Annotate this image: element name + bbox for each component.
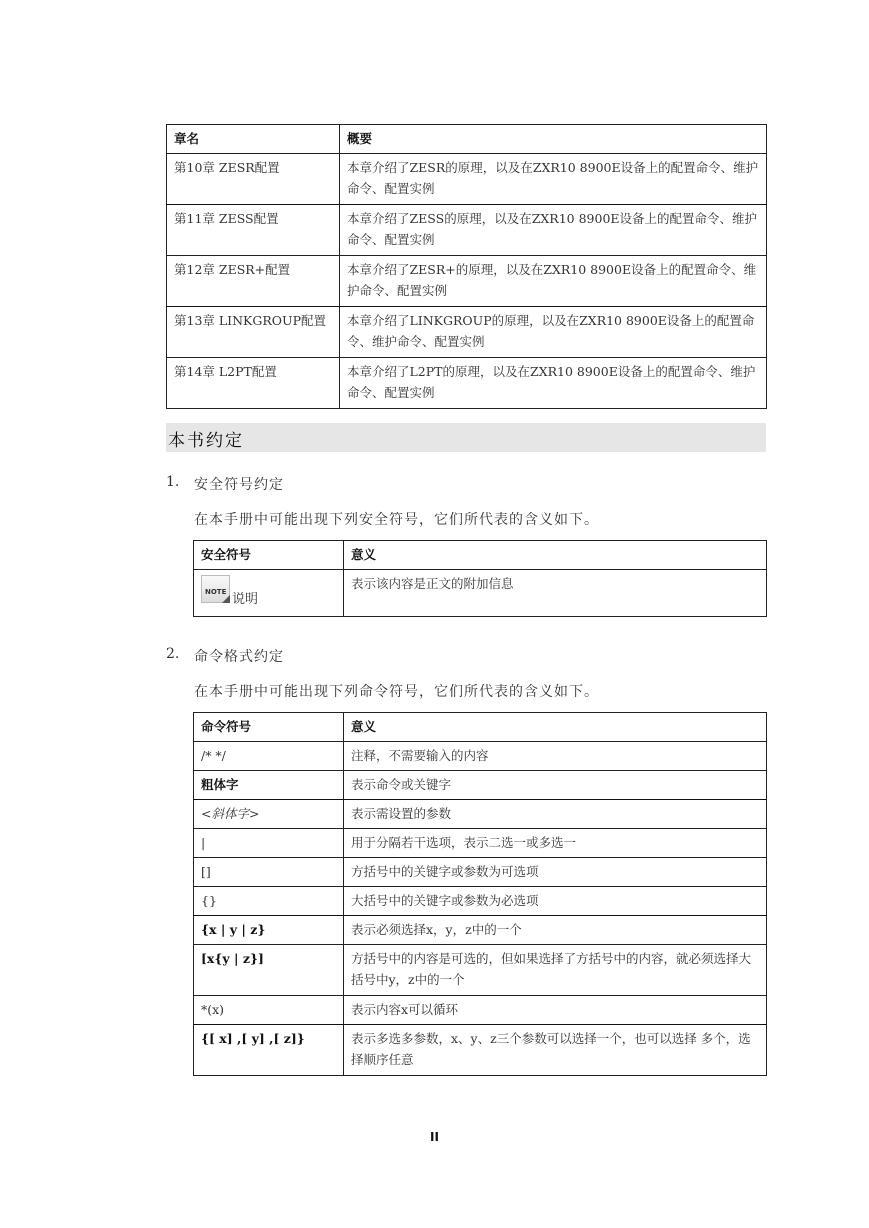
command-meaning: 注释，不需要输入的内容 [344, 742, 767, 771]
chapter-summary: 本章介绍了L2PT的原理，以及在ZXR10 8900E设备上的配置命令、维护命令、配置实例 [340, 358, 767, 409]
table-row [194, 996, 767, 1025]
safety-heading: 安全符号约定 [194, 477, 284, 493]
section-heading-bar [166, 423, 766, 452]
table-row [194, 916, 767, 945]
chapter-summary: 本章介绍了LINKGROUP的原理，以及在ZXR10 8900E设备上的配置命令、维护命令、配置实例 [340, 307, 767, 358]
command-meaning: 用于分隔若干选项，表示二选一或多选一 [344, 829, 767, 858]
note-icon [201, 575, 230, 603]
table-header-row [194, 541, 767, 570]
chapter-name: 第11章 ZESS配置 [167, 205, 340, 256]
table-row [194, 858, 767, 887]
command-meaning: 方括号中的内容是可选的，但如果选择了方括号中的内容，就必须选择大括号中y，z中的一个 [344, 945, 767, 996]
note-icon-text: NOTE [205, 588, 227, 596]
table-row [167, 307, 767, 358]
chapter-table [166, 124, 767, 409]
item-number: 2. [166, 646, 180, 662]
chapter-name: 第10章 ZESR配置 [167, 154, 340, 205]
chapter-summary: 本章介绍了ZESS的原理，以及在ZXR10 8900E设备上的配置命令、维护命令、配置实例 [340, 205, 767, 256]
table-row [167, 256, 767, 307]
table-row [167, 205, 767, 256]
safety-symbol-table [193, 540, 767, 617]
table-row [167, 358, 767, 409]
safety-symbol-cell [194, 570, 344, 617]
page-number: II [430, 1130, 439, 1144]
table-row [194, 742, 767, 771]
command-symbol: {[ x] ,[ y] ,[ z]} [194, 1025, 344, 1076]
command-symbol: 粗体字 [194, 771, 344, 800]
header-meaning: 意义 [344, 541, 767, 570]
header-command-symbol: 命令符号 [194, 713, 344, 742]
command-meaning: 表示多选多参数，x、y、z三个参数可以选择一个，也可以选择 多个，选择顺序任意 [344, 1025, 767, 1076]
command-meaning: 表示必须选择x，y，z中的一个 [344, 916, 767, 945]
header-summary: 概要 [340, 125, 767, 154]
section-title: 本书约定 [168, 431, 244, 451]
safety-intro: 在本手册中可能出现下列安全符号，它们所代表的含义如下。 [194, 512, 599, 528]
command-symbol: <斜体字> [194, 800, 344, 829]
safety-meaning: 表示该内容是正文的附加信息 [344, 570, 767, 617]
chapter-name: 第13章 LINKGROUP配置 [167, 307, 340, 358]
command-symbol: /* */ [194, 742, 344, 771]
table-row [194, 800, 767, 829]
command-symbol: {x | y | z} [194, 916, 344, 945]
table-header-row [167, 125, 767, 154]
note-icon-fold [222, 595, 230, 603]
chapter-name: 第12章 ZESR+配置 [167, 256, 340, 307]
table-row [194, 771, 767, 800]
command-symbol: [] [194, 858, 344, 887]
table-row [194, 1025, 767, 1076]
command-symbol: {} [194, 887, 344, 916]
command-meaning: 表示内容x可以循环 [344, 996, 767, 1025]
chapter-name: 第14章 L2PT配置 [167, 358, 340, 409]
table-row [194, 945, 767, 996]
command-symbol: [x{y | z}] [194, 945, 344, 996]
header-safety-symbol: 安全符号 [194, 541, 344, 570]
header-chapter-name: 章名 [167, 125, 340, 154]
command-symbol: | [194, 829, 344, 858]
table-row [194, 829, 767, 858]
table-row [194, 570, 767, 617]
chapter-summary: 本章介绍了ZESR+的原理，以及在ZXR10 8900E设备上的配置命令、维护命令、配置实例 [340, 256, 767, 307]
command-meaning: 方括号中的关键字或参数为可选项 [344, 858, 767, 887]
item-number: 1. [166, 474, 180, 490]
table-header-row [194, 713, 767, 742]
command-meaning: 大括号中的关键字或参数为必选项 [344, 887, 767, 916]
table-row [194, 887, 767, 916]
command-meaning: 表示需设置的参数 [344, 800, 767, 829]
chapter-summary: 本章介绍了ZESR的原理，以及在ZXR10 8900E设备上的配置命令、维护命令、配置实例 [340, 154, 767, 205]
command-symbol-table [193, 712, 767, 1076]
note-label: 说明 [232, 592, 259, 607]
commands-heading: 命令格式约定 [194, 649, 284, 665]
table-row [167, 154, 767, 205]
command-meaning: 表示命令或关键字 [344, 771, 767, 800]
header-meaning: 意义 [344, 713, 767, 742]
commands-intro: 在本手册中可能出现下列命令符号，它们所代表的含义如下。 [194, 684, 599, 700]
command-symbol: *(x) [194, 996, 344, 1025]
